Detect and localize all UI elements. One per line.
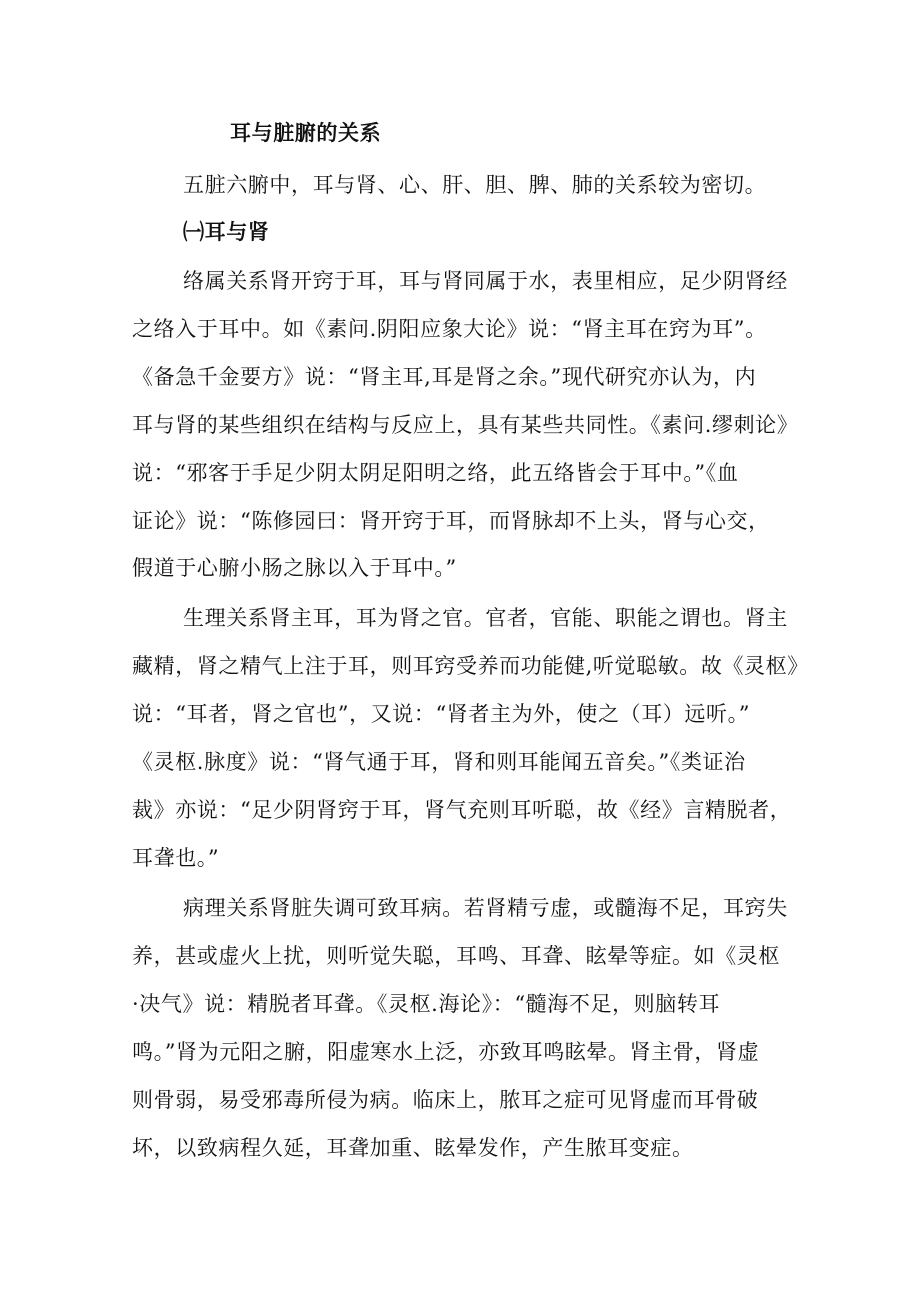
intro-paragraph: 五脏六腑中，耳与肾、心、肝、胆、脾、肺的关系较为密切。: [183, 173, 767, 197]
paragraph-line: 假道于心腑小肠之脉以入于耳中。”: [132, 556, 457, 580]
paragraph-line: 则骨弱，易受邪毒所侵为病。临床上，脓耳之症可见肾虚而耳骨破: [132, 1088, 759, 1112]
paragraph-line: 耳聋也。”: [132, 846, 220, 870]
paragraph-line: 鸣。”肾为元阳之腑，阳虚寒水上泛，亦致耳鸣眩晕。肾主骨，肾虚: [132, 1040, 760, 1064]
paragraph-line: 耳与肾的某些组织在结构与反应上，具有某些共同性。《素问.缪刺论》: [132, 413, 799, 437]
paragraph-line: 养，甚或虚火上扰，则听觉失聪，耳鸣、耳聋、眩晕等症。如《灵枢: [132, 944, 780, 968]
paragraph-line: 说：“邪客于手足少阴太阴足阳明之络，此五络皆会于耳中。”《血: [132, 461, 739, 485]
paragraph-line: 说：“耳者，肾之官也”，又说：“肾者主为外，使之（耳）远听。”: [132, 702, 751, 726]
paragraph-line: 《备急千金要方》说：“肾主耳,耳是肾之余。”现代研究亦认为，内: [132, 365, 757, 389]
paragraph-line: 络属关系肾开窍于耳，耳与肾同属于水，表里相应，足少阴肾经: [183, 269, 788, 293]
section-heading: ㈠耳与肾: [183, 220, 270, 244]
paragraph-line: 藏精，肾之精气上注于耳，则耳窍受养而功能健,听觉聪敏。故《灵枢》: [132, 654, 809, 678]
paragraph-line: 生理关系肾主耳，耳为肾之官。官者，官能、职能之谓也。肾主: [183, 606, 788, 630]
paragraph-line: 病理关系肾脏失调可致耳病。若肾精亏虚，或髓海不足，耳窍失: [183, 896, 788, 920]
page-title: 耳与脏腑的关系: [230, 121, 382, 145]
paragraph-line: 证论》说：“陈修园曰：肾开窍于耳，而肾脉却不上头，肾与心交，: [132, 509, 770, 533]
paragraph-line: 之络入于耳中。如《素问.阴阳应象大论》说：“肾主耳在窍为耳”。: [132, 317, 767, 341]
paragraph-line: 《灵枢.脉度》说：“肾气通于耳，肾和则耳能闻五音矣。”《类证治: [132, 750, 746, 774]
paragraph-line: 裁》亦说：“足少阴肾窍于耳，肾气充则耳听聪，故《经》言精脱者，: [132, 798, 792, 822]
paragraph-line: 坏，以致病程久延，耳聋加重、眩晕发作，产生脓耳变症。: [132, 1136, 694, 1160]
paragraph-line: ·决气》说：精脱者耳聋。《灵枢.海论》：“髓海不足，则脑转耳: [132, 992, 721, 1016]
